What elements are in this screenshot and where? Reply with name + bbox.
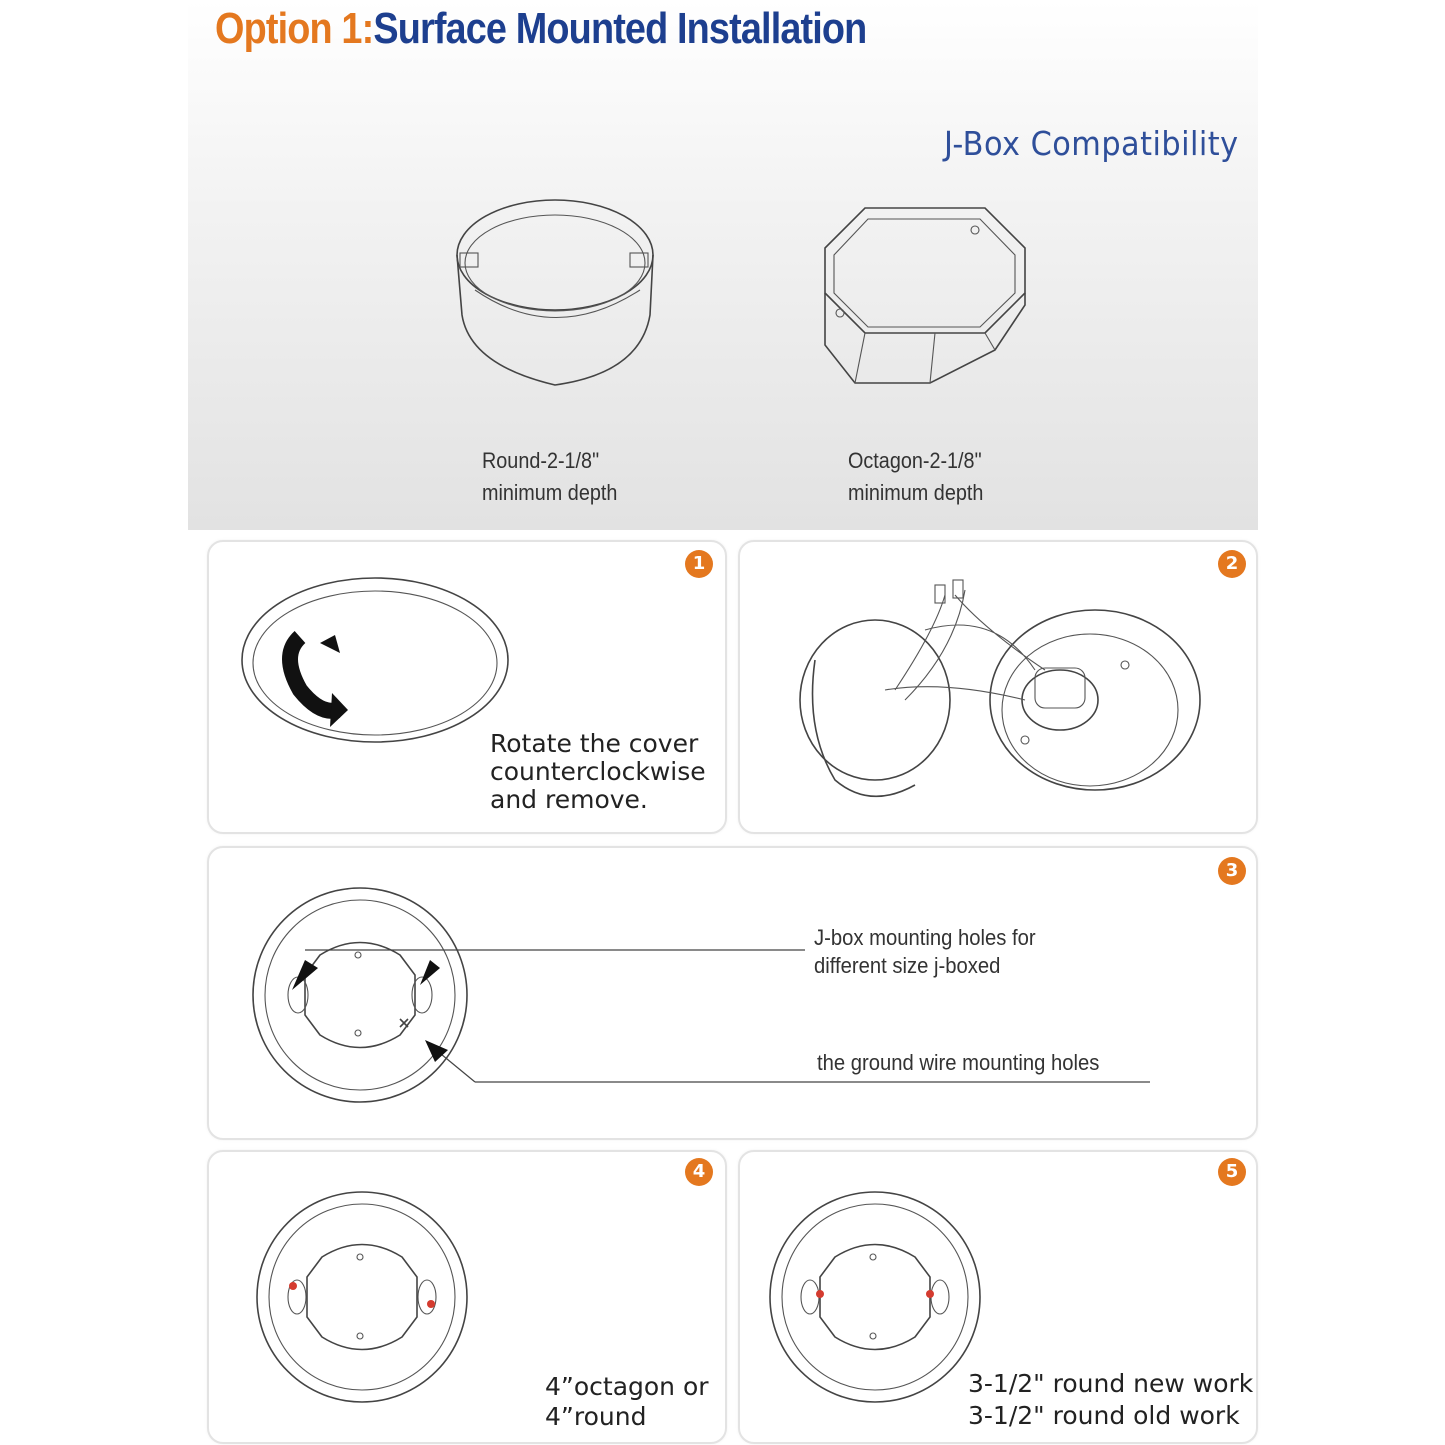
step-1-line-2: counterclockwise (490, 757, 706, 786)
step-4-line-2: 4”round (545, 1402, 647, 1431)
step-5-line-1: 3-1/2" round new work (968, 1369, 1254, 1398)
mounting-plate-octagon-icon (255, 1190, 470, 1405)
octagon-box-depth: minimum depth (848, 480, 984, 505)
step-5-instructions (968, 1368, 1253, 1432)
jbox-holes-label-2: different size j-boxed (814, 953, 1001, 978)
jbox-compatibility-title: J-Box Compatibility (944, 124, 1239, 163)
step-5-line-2: 3-1/2" round old work (968, 1401, 1240, 1430)
round-box-depth: minimum depth (482, 480, 618, 505)
step-5-badge: 5 (1218, 1158, 1246, 1186)
title-main: Surface Mounted Installation (373, 4, 867, 53)
mounting-plate-round-icon (768, 1190, 983, 1405)
jbox-holes-label-1: J-box mounting holes for (814, 925, 1036, 950)
title-separator: : (361, 4, 374, 53)
ground-wire-label: the ground wire mounting holes (817, 1050, 1100, 1075)
step-3-badge: 3 (1218, 857, 1246, 885)
step-1-badge: 1 (685, 550, 713, 578)
step-4-badge: 4 (685, 1158, 713, 1186)
octagon-box-size: Octagon-2-1/8" (848, 448, 982, 473)
step-1-line-1: Rotate the cover (490, 729, 699, 758)
step-2-badge: 2 (1218, 550, 1246, 578)
step-4-instructions (545, 1372, 709, 1432)
round-box-size: Round-2-1/8" (482, 448, 600, 473)
step-1-line-3: and remove. (490, 785, 648, 814)
step-4-line-1: 4”octagon or (545, 1372, 709, 1401)
option-label: Option 1 (215, 4, 362, 53)
